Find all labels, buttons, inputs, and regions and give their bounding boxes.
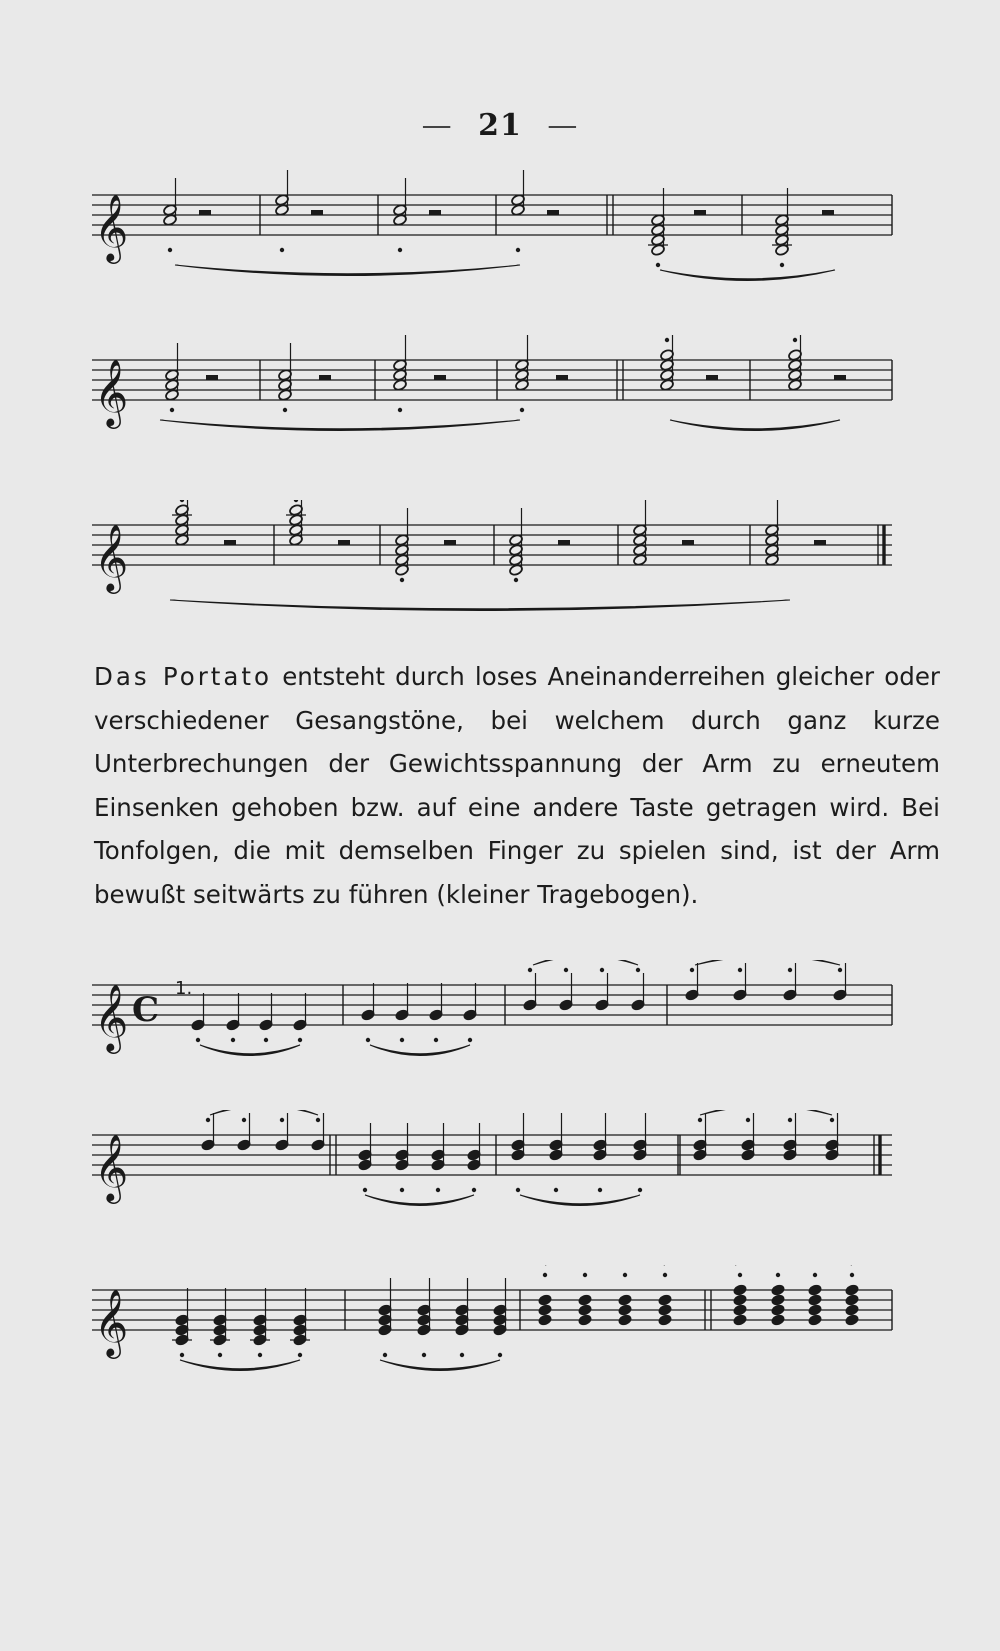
portato-description: entsteht durch loses Aneinanderreihen gleicher oder verschiedener Gesangstöne, bei welchem durch ganz kurze Unterbrechungen der Gewichtsspannung der Arm zu erneutem Einsenken gehoben bzw. auf eine andere Taste getragen wird. Bei Tonfolgen, die mit demselben Finger zu spielen sind, ist der Arm bewußt seitwärts zu führen (kleiner Tragebogen). xyxy=(94,662,940,909)
staccato-dot xyxy=(280,248,284,252)
treble-clef-icon: 𝄞 xyxy=(94,523,129,591)
note-head xyxy=(618,1314,633,1327)
note-head xyxy=(771,1304,786,1317)
note-head xyxy=(538,1314,553,1327)
note-head xyxy=(733,1304,748,1317)
staccato-dot xyxy=(258,1353,262,1357)
page-number-dash-right: — xyxy=(547,108,579,143)
slur xyxy=(660,270,835,281)
note-head xyxy=(618,1294,633,1307)
music-system-1 xyxy=(0,170,1000,320)
staccato-dot xyxy=(638,1188,642,1192)
staccato-dot xyxy=(170,408,174,412)
music-system-2 xyxy=(0,335,1000,485)
staccato-dot xyxy=(231,1038,235,1042)
half-rest xyxy=(224,540,236,545)
staccato-dot xyxy=(780,263,784,267)
half-rest xyxy=(694,210,706,215)
half-rest xyxy=(682,540,694,545)
half-rest xyxy=(814,540,826,545)
slur xyxy=(370,1045,470,1056)
staccato-dot xyxy=(383,1353,387,1357)
staccato-dot xyxy=(180,1353,184,1357)
slur xyxy=(533,960,638,965)
half-rest xyxy=(319,375,331,380)
staccato-dot xyxy=(366,1038,370,1042)
note-head xyxy=(771,1294,786,1307)
slur xyxy=(175,265,520,276)
staccato-dot xyxy=(793,338,797,342)
portato-term: Das Portato xyxy=(94,662,272,691)
staccato-dot xyxy=(242,1118,246,1122)
music-system-5 xyxy=(0,1110,1000,1260)
staccato-dot xyxy=(196,1038,200,1042)
staccato-dot xyxy=(168,248,172,252)
staccato-dot xyxy=(363,1188,367,1192)
staccato-dot xyxy=(218,1353,222,1357)
staccato-dot xyxy=(460,1353,464,1357)
half-rest xyxy=(311,210,323,215)
note-head xyxy=(733,1294,748,1307)
note-head xyxy=(658,1304,673,1317)
staccato-dot xyxy=(400,1188,404,1192)
staccato-dot xyxy=(738,1273,742,1277)
note-head xyxy=(658,1314,673,1327)
staccato-dot xyxy=(528,968,532,972)
staccato-dot xyxy=(788,968,792,972)
staccato-dot xyxy=(554,1188,558,1192)
note-head xyxy=(538,1304,553,1317)
staccato-dot xyxy=(316,1118,320,1122)
note-head xyxy=(733,1284,748,1297)
staccato-dot xyxy=(400,578,404,582)
staccato-dot xyxy=(180,500,184,502)
note-head xyxy=(845,1294,860,1307)
slur xyxy=(210,1110,318,1115)
staccato-dot xyxy=(838,968,842,972)
slur xyxy=(180,1360,300,1371)
treble-clef-icon: 𝄞 xyxy=(94,358,129,426)
note-head xyxy=(845,1304,860,1317)
staccato-dot xyxy=(434,1038,438,1042)
slur xyxy=(160,420,520,431)
half-rest xyxy=(429,210,441,215)
slur xyxy=(700,1110,832,1115)
note-head xyxy=(771,1314,786,1327)
exercise-number: 1. xyxy=(175,978,193,999)
staccato-dot xyxy=(543,1273,547,1277)
note-head xyxy=(733,1314,748,1327)
staccato-dot xyxy=(623,1273,627,1277)
slur xyxy=(670,420,840,431)
staccato-dot xyxy=(298,1038,302,1042)
staccato-dot xyxy=(472,1188,476,1192)
half-rest xyxy=(434,375,446,380)
note-head xyxy=(845,1314,860,1327)
note-head xyxy=(578,1314,593,1327)
treble-clef-icon: 𝄞 xyxy=(94,983,129,1051)
staccato-dot xyxy=(738,968,742,972)
staccato-dot xyxy=(283,408,287,412)
staccato-dot xyxy=(698,1118,702,1122)
half-rest xyxy=(444,540,456,545)
staccato-dot xyxy=(665,338,669,342)
half-rest xyxy=(338,540,350,545)
note-head xyxy=(618,1304,633,1317)
staccato-dot xyxy=(564,968,568,972)
staccato-dot xyxy=(498,1353,502,1357)
staccato-dot xyxy=(850,1273,854,1277)
half-rest xyxy=(556,375,568,380)
staccato-dot xyxy=(298,1353,302,1357)
slur xyxy=(520,1195,640,1206)
staccato-dot xyxy=(520,408,524,412)
half-rest xyxy=(199,210,211,215)
half-rest xyxy=(822,210,834,215)
half-rest xyxy=(547,210,559,215)
music-system-3 xyxy=(0,500,1000,650)
slur xyxy=(365,1195,474,1206)
slur xyxy=(380,1360,500,1371)
note-head xyxy=(808,1314,823,1327)
note-head xyxy=(771,1284,786,1297)
staccato-dot xyxy=(468,1038,472,1042)
staccato-dot xyxy=(514,578,518,582)
note-head xyxy=(808,1284,823,1297)
page-number xyxy=(0,108,1000,143)
note-head xyxy=(578,1304,593,1317)
staccato-dot xyxy=(830,1118,834,1122)
staccato-dot xyxy=(656,263,660,267)
staccato-dot xyxy=(598,1188,602,1192)
note-head xyxy=(845,1284,860,1297)
treble-clef-icon: 𝄞 xyxy=(94,1288,129,1356)
slur xyxy=(695,960,840,965)
staccato-dot xyxy=(398,408,402,412)
half-rest xyxy=(834,375,846,380)
staccato-dot xyxy=(746,1118,750,1122)
staccato-dot xyxy=(690,968,694,972)
staccato-dot xyxy=(788,1118,792,1122)
half-rest xyxy=(558,540,570,545)
note-head xyxy=(578,1294,593,1307)
treble-clef-icon: 𝄞 xyxy=(94,193,129,261)
portato-explanation-paragraph xyxy=(94,655,940,916)
half-rest xyxy=(206,375,218,380)
staccato-dot xyxy=(776,1273,780,1277)
staccato-dot xyxy=(422,1353,426,1357)
common-time-signature: C xyxy=(132,990,160,1030)
staccato-dot xyxy=(600,968,604,972)
staccato-dot xyxy=(516,248,520,252)
half-rest xyxy=(706,375,718,380)
staccato-dot xyxy=(813,1273,817,1277)
note-head xyxy=(808,1294,823,1307)
music-system-6 xyxy=(0,1265,1000,1415)
staccato-dot xyxy=(294,500,298,502)
staccato-dot xyxy=(280,1118,284,1122)
note-head xyxy=(658,1294,673,1307)
treble-clef-icon: 𝄞 xyxy=(94,1133,129,1201)
staccato-dot xyxy=(516,1188,520,1192)
note-head xyxy=(538,1294,553,1307)
music-system-4 xyxy=(0,960,1000,1110)
page-number-dash-left: — xyxy=(421,108,453,143)
staccato-dot xyxy=(436,1188,440,1192)
note-head xyxy=(808,1304,823,1317)
staccato-dot xyxy=(636,968,640,972)
staccato-dot xyxy=(264,1038,268,1042)
slur xyxy=(170,600,790,611)
slur xyxy=(200,1045,300,1056)
staccato-dot xyxy=(400,1038,404,1042)
staccato-dot xyxy=(663,1273,667,1277)
staccato-dot xyxy=(206,1118,210,1122)
staccato-dot xyxy=(583,1273,587,1277)
staccato-dot xyxy=(398,248,402,252)
page-number-value: 21 xyxy=(478,108,522,143)
